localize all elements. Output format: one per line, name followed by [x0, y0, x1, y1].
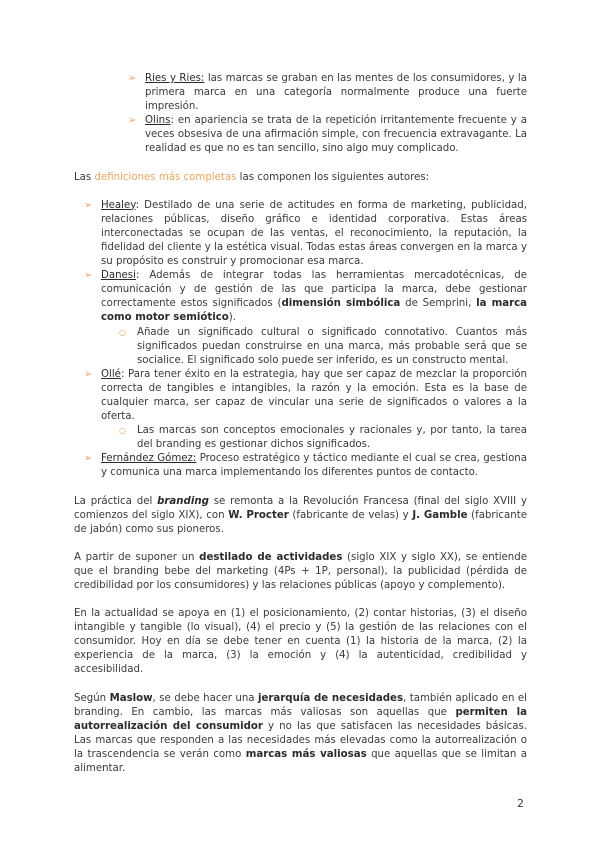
- body-text: Según: [74, 692, 110, 704]
- list-item-ries: [126, 72, 527, 114]
- body-text: La práctica del: [74, 495, 158, 507]
- author-name: Olins: [145, 115, 171, 127]
- intro-paragraph: [74, 171, 527, 185]
- definition-text: ).: [228, 312, 236, 324]
- body-text: A partir de suponer un: [74, 551, 200, 563]
- definitions-list-top: [126, 72, 527, 157]
- definition-text: de Semprini,: [400, 298, 477, 310]
- definition-text: las marcas se graban en las mentes de los consumidores, y la primera marca en una categoría normalmente produce una fuerte impresión.: [145, 73, 527, 113]
- list-item-olins: [126, 114, 527, 156]
- bold-term: permiten la autorrealización del consumidor: [74, 706, 527, 732]
- body-text: que aquellas que se limitan a alimentar.: [74, 748, 527, 775]
- body-text: (fabricante de jabón) como sus pioneros.: [74, 509, 527, 535]
- sub-list-item: ○ Añade un significado cultural o significado connotativo. Cuantos más significados puedan construirse en una marca, más probable será que se socialice. El significado solo puede ser inferido, es un constructo mental.: [119, 326, 527, 368]
- sub-list-item: ○ Las marcas son conceptos emocionales y racionales y, por tanto, la tarea del branding es gestionar dichos significados.: [119, 424, 527, 452]
- list-item-danesi: [82, 269, 527, 368]
- bold-term: dimensión simbólica: [281, 298, 401, 310]
- page-content: [74, 72, 527, 790]
- definition-text: Proceso estratégico y táctico mediante el cual se crea, gestiona y comunica una marca implementando los diferentes puntos de contacto.: [101, 453, 528, 479]
- intro-text: las componen los siguientes autores:: [236, 171, 430, 183]
- bold-term: jerarquía de necesidades: [257, 692, 404, 704]
- actualidad-paragraph: En la actualidad se apoya en (1) el posicionamiento, (2) contar historias, (3) el diseño intangible y tangible (lo visual), (4) el precio y (5) la gestión de las relaciones con el consumidor. Hoy en día se debe tener en cuenta (1) la historia de la marca, (2) la experiencia de la marca, (3) la emoción y (4) la autenticidad, credibilidad y accesibilidad.: [74, 608, 527, 676]
- definition-text: : Destilado de una serie de actitudes en forma de marketing, publicidad, relaciones públicas, diseño gráfico e identidad corporativa. Estas áreas interconectadas se ocupan de las ventas, el reconocimiento, la reputación, la fidelidad del cliente y la estética visual. Todas estas áreas convergen en la marca y su propósito es construir y promocionar esa marca.: [101, 199, 527, 268]
- author-name: Ries y Ries:: [145, 73, 205, 84]
- bold-italic-term: branding: [157, 495, 209, 507]
- list-item-fernandez-gomez: [82, 452, 527, 480]
- sub-list: [119, 326, 527, 368]
- definition-text: : Para tener éxito en la estrategia, hay que ser capaz de mezclar la proporción correcta de tangibles e intangibles, la razón y la emoción. Esta es la base de cualquier marca, ser capaz de vincular una serie de significados o valores a la oferta.: [101, 368, 527, 423]
- branding-paragraph: [74, 495, 527, 537]
- list-item-healey: [82, 199, 527, 269]
- author-name: Fernández Gómez:: [101, 453, 197, 465]
- body-text: (fabricante de velas) y: [288, 509, 413, 521]
- intro-text: Las: [74, 171, 95, 183]
- list-item-olle: [82, 368, 527, 453]
- body-text: y no las que satisfacen las necesidades básicas. Las marcas que responden a las necesidades más elevadas como la autorrealización o la trascendencia se verán como: [74, 720, 528, 760]
- maslow-paragraph: [74, 692, 527, 777]
- bold-term: destilado de actividades: [199, 551, 343, 563]
- highlighted-phrase: definiciones más completas: [94, 171, 237, 183]
- sub-list: [119, 424, 527, 452]
- definition-text: : en apariencia se trata de la repetición irritantemente frecuente y a veces obsesiva de una afirmación simple, con frecuencia extravagante. La realidad es que no es tan sencillo, sino algo muy complicado.: [145, 115, 527, 155]
- author-name: Danesi: [101, 270, 136, 282]
- body-text: (siglo XIX y siglo XX), se entiende que el branding bebe del marketing (4Ps + 1P, personal), la publicidad (pérdida de credibilidad por los consumidores) y las relaciones públicas (apoyo y complemento).: [74, 551, 527, 591]
- body-text: se remonta a la Revolución Francesa (final del siglo XVIII y comienzos del siglo XIX), con: [74, 495, 527, 521]
- author-name: Healey: [101, 199, 136, 211]
- destilado-paragraph: [74, 551, 527, 593]
- bold-term: marcas más valiosas: [245, 748, 367, 760]
- authors-list: [82, 199, 527, 481]
- bold-term: W. Procter: [228, 509, 289, 521]
- page-number: 2: [517, 797, 524, 810]
- bold-term: Maslow: [109, 692, 153, 704]
- body-text: , también aplicado en el branding. En cambio, las marcas más valiosas son aquellas que: [74, 692, 527, 718]
- bold-term: J. Gamble: [412, 509, 468, 521]
- bold-term: la marca como motor semiótico: [101, 298, 528, 324]
- author-name: Ollé: [101, 368, 121, 380]
- definition-text: : Además de integrar todas las herramientas mercadotécnicas, de comunicación y de gestión de las que participa la marca, debe gestionar correctamente estos significados (: [101, 270, 527, 310]
- body-text: , se debe hacer una: [152, 692, 258, 704]
